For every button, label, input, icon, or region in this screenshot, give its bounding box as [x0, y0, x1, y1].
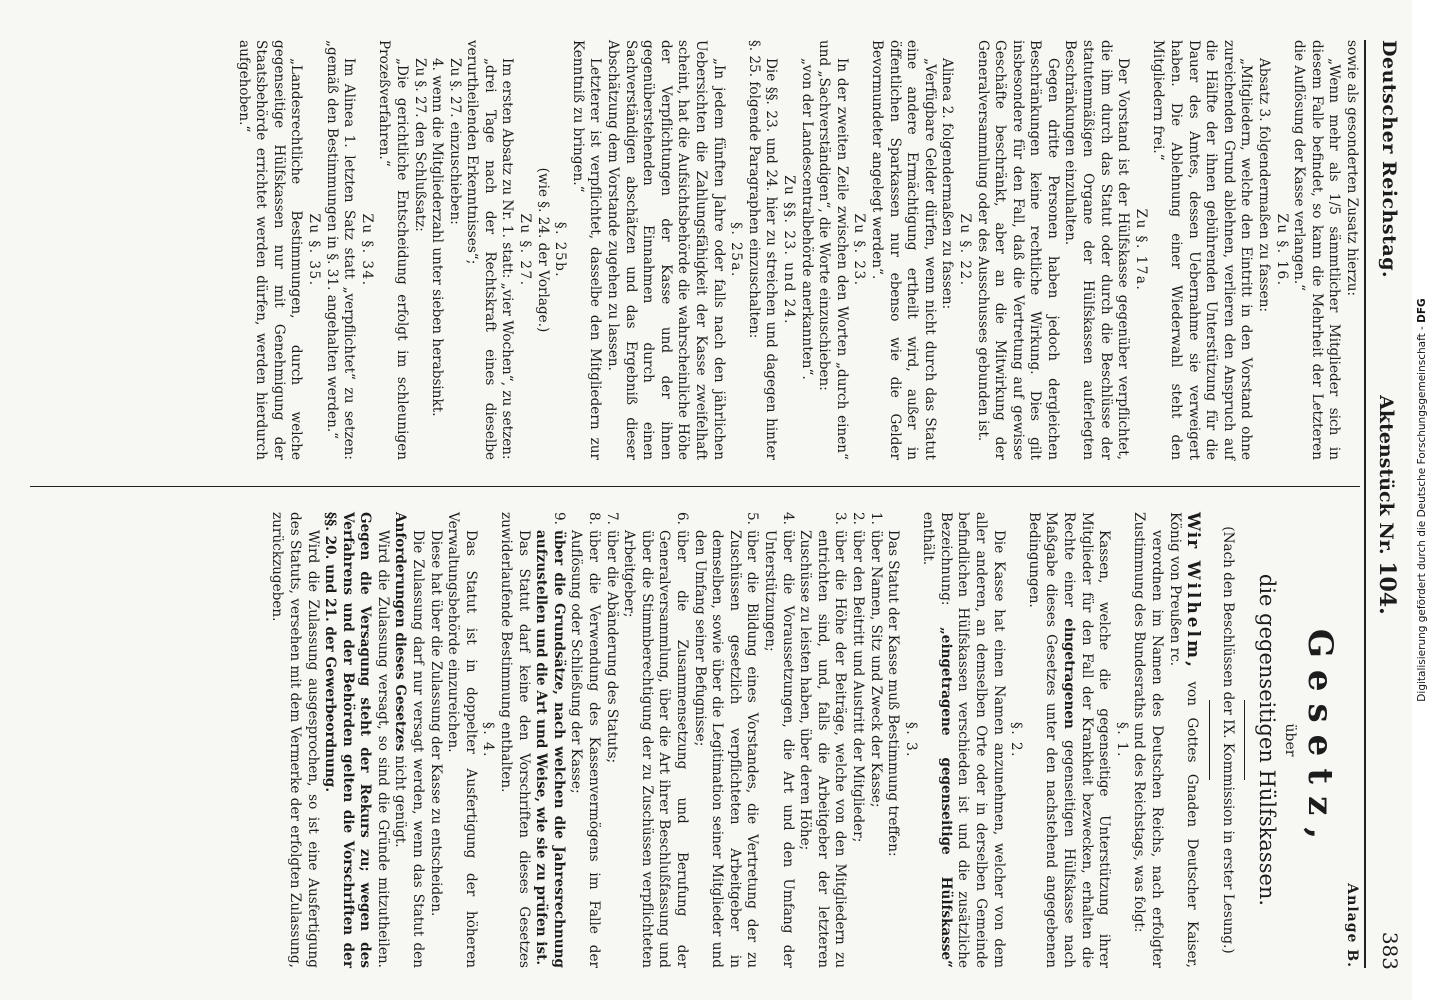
provision-text: über die Abänderung des Statuts;	[603, 530, 620, 764]
paragraph: Alinea 2. folgendermaßen zu fassen:	[939, 58, 956, 310]
section-heading: Zu §. 27.	[517, 213, 534, 287]
provision-text: über die Grundsätze, nach welchen die Jahresrechnung aufzustellen und die Art und Weise, wie sie zu prüfen ist.	[533, 530, 567, 968]
header-left: Deutscher Reichstag.	[1378, 40, 1400, 279]
enacting-formula	[1165, 512, 1204, 968]
paragraph	[919, 512, 1007, 968]
page-number: 383	[1378, 931, 1402, 970]
paragraph: Wird die Zulassung ausgesprochen, so ist eine Ausfertigung des Statuts, versehen mit dem Vermerke der erfolgten Zulassung, zurückzugeben.	[269, 512, 321, 968]
paragraph: Die §§. 23. und 24. hier zu streichen und dagegen hinter §. 25. folgende Paragraphen einzuschalten:	[745, 40, 780, 460]
provision-item	[848, 512, 866, 968]
provision-text: über die Höhe der Beiträge, welche von den Mitgliedern zu entrichten sind, und, falls die Arbeitgeber der letzteren Zuschüsse zu leisten haben, über deren Höhe;	[797, 530, 849, 968]
paragraph: Zu §. 27. den Schlußsatz:	[411, 58, 428, 232]
paragraph: Im Alinea 1. letzten Satz statt „verpflichtet“ zu setzen: „gemäß den Bestimmungen in §. 31. angehalten werden.“	[323, 40, 358, 460]
provision-item	[866, 512, 884, 968]
paragraph: „Wenn mehr als 1/5 sämmtlicher Mitglieder sich in diesem Falle befindet, so kann die Mehrheit der Letzteren die Auflösung der Kasse verlangen.“	[1291, 40, 1343, 460]
provision-number: 5.	[744, 512, 761, 525]
paragraph: Im ersten Absatz zu Nr. 1. statt: „vier Wochen“, zu setzen:	[499, 58, 516, 460]
provision-number: 3.	[832, 512, 849, 525]
section-heading: Zu §. 34.	[358, 213, 375, 287]
paragraph	[321, 512, 391, 968]
provision-text: über den Beitritt und Austritt der Mitglieder;	[849, 530, 866, 843]
provision-list	[532, 512, 884, 968]
paragraph: Das Statut darf keine den Vorschriften dieses Gesetzes zuwiderlaufende Bestimmung enthalten.	[498, 512, 532, 968]
law-title-ueber: über	[1282, 723, 1299, 757]
column-divider	[30, 486, 1360, 487]
section-heading: Zu §. 17a.	[1132, 208, 1149, 292]
paragraph: Gegen dritte Personen haben jedoch dergleichen Beschränkungen keine rechtliche Wirkung. Dies gilt insbesondere für den Fall, daß die Vertretung auf gewisse Geschäfte beschränkt, aber an die Mitwirkung der Generalversammlung oder des Ausschusses gebunden ist.	[974, 40, 1061, 460]
header-center-prefix: Aktenstück Nr.	[1375, 395, 1397, 555]
provision-text: über die Verwendung des Kassenvermögens im Falle der Auflösung oder Schließung der Kasse;	[568, 530, 603, 968]
emphasis: „eingetragene gegenseitige Hülfskasse“	[937, 626, 954, 968]
provision-item	[602, 512, 620, 968]
left-column	[234, 40, 1360, 460]
section-heading: Zu §. 23.	[851, 213, 868, 287]
title-rule	[1209, 700, 1210, 780]
paragraph: Letzterer ist verpflichtet, dasselbe den Mitgliedern zur Kenntniß zu bringen.“	[569, 40, 604, 460]
law-title: Gesetz,	[1300, 628, 1341, 852]
section-heading: Zu §§. 23. und 24.	[781, 175, 797, 325]
provision-number: 4.	[779, 512, 796, 525]
commission-note: (Nach den Beschlüssen der IX. Kommission in erster Lesung.)	[1219, 526, 1236, 954]
section-heading: Zu §. 16.	[1273, 213, 1290, 287]
provision-text: über die Voraussetzungen, die Art und den Umfang der Unterstützungen;	[761, 530, 796, 968]
provision-item	[532, 512, 567, 968]
section-heading: §. 1.	[1113, 722, 1130, 758]
provision-number: 8.	[586, 512, 603, 525]
paragraph: „Die gerichtliche Entscheidung erfolgt im schleunigen Prozeßverfahren.“	[376, 40, 410, 460]
emphasis: eingetragenen	[1061, 618, 1078, 729]
paragraph: Das Statut ist in doppelter Ausfertigung der höheren Verwaltungsbehörde einzureichen.	[445, 512, 479, 968]
section-heading: §. 25a.	[728, 222, 745, 278]
emperor-titles: von Gottes Gnaden Deutscher Kaiser, König von Preußen rc.	[1166, 512, 1201, 968]
provision-number: 6.	[674, 512, 690, 525]
text-run: Die Zulassung darf nur versagt werden, wenn das Statut den	[410, 530, 427, 968]
right-column	[268, 512, 1360, 968]
provision-number: 1.	[867, 512, 884, 525]
provision-item	[620, 512, 690, 968]
provision-item	[567, 512, 602, 968]
paragraph: Diese hat über die Zulassung der Kasse zu entscheiden.	[427, 530, 444, 917]
emphasis: Gegen die Versagung steht der Rekurs zu; wegen des Verfahrens und der Behörden gelten die Vorschriften der §§. 20. und 21. der Gewerbeordnung.	[322, 512, 374, 968]
running-header	[1368, 40, 1408, 970]
enacting-wir: Wir	[1183, 512, 1204, 550]
paragraph: 4. wenn die Mitgliederzahl unter sieben herabsinkt.	[429, 58, 446, 417]
text-run: gegenseitigen Hülfskasse nach Maßgabe dieses Gesetzes unter den nachstehend angegebenen Bedingungen.	[1025, 512, 1078, 968]
section-heading: §. 2.	[1008, 722, 1025, 758]
paragraph: Der Vorstand ist der Hülfskasse gegenüber verpflichtet, die ihm durch das Statut oder durch die Beschlüsse der statutenmäßigen Organe der Hülfskassen auferlegten Beschränkungen einzuhalten.	[1062, 40, 1132, 460]
paragraph: verordnen im Namen des Deutschen Reichs, nach erfolgter Zustimmung des Bundesraths und des Reichstags, was folgt:	[1131, 512, 1166, 968]
paragraph: „Verfügbare Gelder dürfen, wenn nicht durch das Statut eine andere Ermächtigung ertheilt wird, außer in öffentlichen Sparkassen nur ebenso wie die Gelder Bevormundeter angelegt werden“.	[868, 40, 938, 460]
section-heading: §. 25b.	[552, 221, 569, 279]
paragraph: „von der Landescentralbehörde anerkannten“.	[798, 58, 815, 380]
paragraph: „In jedem fünften Jahre oder falls nach den jährlichen Uebersichten die Zahlungsfähigkeit der Kasse zweifelhaft scheint, hat die Aufsichtsbehörde die wahrscheinliche Höhe der Verpflichtungen der Kasse und der ihnen gegenüberstehenden Einnahmen durch einen Sachverständigen abschätzen und das Ergebniß dieser Abschätzung dem Vorstande zugehen zu lassen.	[605, 40, 727, 460]
text-run: Die Kasse hat einen Namen anzunehmen, welcher von dem aller anderen, an demselben Orte oder in derselben Gemeinde befindlichen Hülfskassen verschieden ist und die zusätzliche Bezeichnung:	[937, 512, 1007, 968]
digitization-credit	[1416, 298, 1428, 701]
provision-text: über die Bildung eines Vorstandes, die Vertretung der zu Zuschüssen gesetzlich verpflichteten Arbeitgeber in demselben, sowie über die Legitimation seiner Mitglieder und den Umfang seiner Befugnisse;	[691, 530, 761, 968]
paragraph: In der zweiten Zeile zwischen den Worten „durch einen“ und „Sachverständigen“, die Worte einzuschieben:	[816, 40, 850, 460]
emperor-name: Wilhelm,	[1183, 560, 1204, 670]
section-heading: Zu §. 22.	[956, 213, 973, 287]
text-run: Kassen, welche die gegenseitige Unterstützung ihrer Mitglieder für den Fall der Krankheit bezwecken, erhalten die Rechte einer	[1061, 512, 1113, 968]
law-subtitle: die gegenseitigen Hülfskassen.	[1254, 573, 1279, 907]
paragraph	[1024, 512, 1112, 968]
provision-item	[796, 512, 849, 968]
section-heading: Zu §. 35.	[305, 213, 322, 287]
provision-item	[690, 512, 760, 968]
section-heading: §. 4.	[480, 722, 497, 758]
paragraph: „Mitgliedern, welche den Eintritt in den Vorstand ohne zureichenden Grund ablehnen, verlieren den Anspruch auf die Hälfte der ihnen gebührenden Unterstützung für die Dauer des Amtes, dessen Uebernahme sie verweigert haben. Die Ablehnung einer Wiederwahl steht den Mitgliedern frei.“	[1150, 40, 1255, 460]
paragraph: „Landesrechtliche Bestimmungen, durch welche gegenseitige Hülfskassen nur mit Genehmigung der Staatsbehörde errichtet werden dürfen, werden hierdurch aufgehoben.“	[235, 40, 305, 460]
paragraph: Absatz 3. folgendermaßen zu fassen:	[1256, 58, 1273, 313]
provision-text: über Namen, Sitz und Zweck der Kasse;	[867, 530, 884, 808]
header-center	[1374, 40, 1400, 970]
header-document-number: 104.	[1374, 561, 1400, 615]
section-heading: §. 3.	[902, 722, 919, 758]
header-rule	[1364, 40, 1366, 968]
annex-label: Anlage B.	[1344, 883, 1360, 968]
text-run: nicht genügt.	[392, 755, 409, 848]
paragraph: „drei Tage nach der Rechtskraft eines dieselbe verurtheilenden Erkenntnisses“;	[464, 40, 498, 460]
paragraph: sowie als gesonderten Zusatz hierzu:	[1344, 40, 1360, 297]
text-run: Wird die Zulassung versagt, so sind die Gründe mitzutheilen.	[374, 530, 391, 968]
provision-item	[760, 512, 795, 968]
emphasis: Anforderungen dieses Gesetzes	[392, 512, 409, 752]
credit-text: Digitalisierung gefördert durch die Deutsche Forschungsgemeinschaft -	[1416, 326, 1428, 702]
paragraph: Zu §. 27. einzuschieben:	[446, 58, 463, 225]
paragraph: Das Statut der Kasse muß Bestimmung treffen:	[885, 530, 902, 857]
dfg-logo: DFG	[1416, 298, 1428, 323]
provision-number: 7.	[603, 512, 620, 525]
provision-number: 2.	[849, 512, 866, 525]
provision-text: über die Zusammensetzung und Berufung der Generalversammlung, über die Art ihrer Beschlußfassung und über die Stimmberechtigung der zu Zuschüssen verpflichteten Arbeitgeber;	[621, 530, 690, 968]
section-note: (wie §. 24. der Vorlage.)	[534, 167, 551, 333]
title-rule	[1244, 700, 1245, 780]
provision-number: 9.	[550, 512, 567, 525]
text-run: enthält.	[920, 512, 937, 566]
paragraph	[391, 512, 426, 968]
